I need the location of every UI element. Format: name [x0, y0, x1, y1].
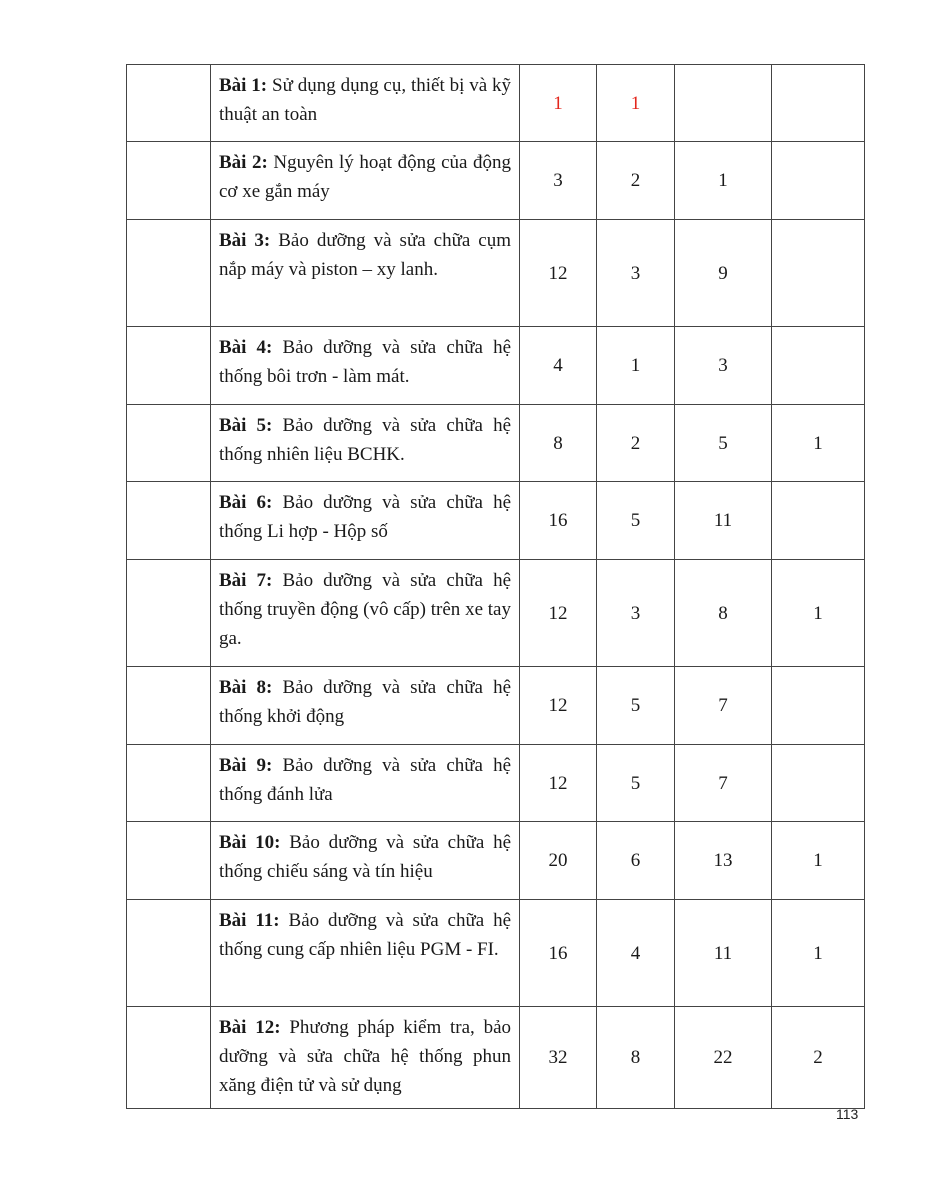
total-hours-cell: 12 [520, 667, 597, 745]
lesson-label: Bài 3: [219, 230, 271, 251]
table-row [127, 482, 865, 560]
stt-cell [127, 482, 211, 560]
total-hours-cell: 3 [520, 142, 597, 220]
lesson-label: Bài 4: [219, 337, 273, 358]
practice-hours-cell: 22 [675, 1007, 772, 1109]
total-hours-cell: 32 [520, 1007, 597, 1109]
lesson-name-cell [211, 405, 520, 482]
stt-cell [127, 327, 211, 405]
lesson-label: Bài 5: [219, 415, 273, 436]
exam-hours-cell: 1 [772, 560, 865, 667]
theory-hours-cell: 3 [597, 220, 675, 327]
lesson-label: Bài 1: [219, 75, 268, 96]
total-hours-cell: 20 [520, 822, 597, 900]
table-body [127, 65, 865, 1109]
table-row [127, 560, 865, 667]
table-row [127, 142, 865, 220]
practice-hours-cell: 7 [675, 667, 772, 745]
lesson-title: Bảo dưỡng và sửa chữa hệ thống truyền động (vô cấp) trên xe tay ga. [219, 570, 512, 649]
lesson-name-cell [211, 1007, 520, 1109]
lesson-title: Bảo dưỡng và sửa chữa cụm nắp máy và piston – xy lanh. [219, 230, 512, 280]
exam-hours-cell [772, 220, 865, 327]
total-hours-cell: 4 [520, 327, 597, 405]
theory-hours-cell: 2 [597, 142, 675, 220]
total-hours-cell: 12 [520, 745, 597, 822]
total-hours-cell: 16 [520, 482, 597, 560]
table-row [127, 65, 865, 142]
lesson-title: Sử dụng dụng cụ, thiết bị và kỹ thuật an toàn [219, 75, 512, 125]
stt-cell [127, 822, 211, 900]
lesson-label: Bài 9: [219, 755, 273, 776]
theory-hours-cell: 1 [597, 327, 675, 405]
practice-hours-cell: 11 [675, 900, 772, 1007]
lesson-label: Bài 12: [219, 1017, 281, 1038]
lesson-name-cell [211, 220, 520, 327]
table-row [127, 667, 865, 745]
practice-hours-cell: 7 [675, 745, 772, 822]
theory-hours-cell: 8 [597, 1007, 675, 1109]
practice-hours-cell: 5 [675, 405, 772, 482]
practice-hours-cell: 9 [675, 220, 772, 327]
theory-hours-cell: 5 [597, 745, 675, 822]
practice-hours-cell: 1 [675, 142, 772, 220]
exam-hours-cell: 1 [772, 405, 865, 482]
exam-hours-cell [772, 142, 865, 220]
practice-hours-cell: 13 [675, 822, 772, 900]
lesson-title: Phương pháp kiểm tra, bảo dưỡng và sửa chữa hệ thống phun xăng điện tử và sử dụng [219, 1017, 512, 1096]
table-row [127, 745, 865, 822]
table-row [127, 822, 865, 900]
table-row [127, 327, 865, 405]
theory-hours-cell: 2 [597, 405, 675, 482]
table-row [127, 405, 865, 482]
table-row [127, 220, 865, 327]
table-row [127, 900, 865, 1007]
lesson-name-cell [211, 327, 520, 405]
lesson-title: Bảo dưỡng và sửa chữa hệ thống đánh lửa [219, 755, 512, 805]
stt-cell [127, 560, 211, 667]
theory-hours-cell: 5 [597, 482, 675, 560]
stt-cell [127, 142, 211, 220]
total-hours-cell: 12 [520, 560, 597, 667]
practice-hours-cell: 8 [675, 560, 772, 667]
lesson-label: Bài 10: [219, 832, 281, 853]
stt-cell [127, 745, 211, 822]
exam-hours-cell [772, 667, 865, 745]
practice-hours-cell: 3 [675, 327, 772, 405]
lesson-title: Bảo dưỡng và sửa chữa hệ thống Li hợp - Hộp số [219, 492, 512, 542]
stt-cell [127, 220, 211, 327]
practice-hours-cell: 11 [675, 482, 772, 560]
lesson-label: Bài 6: [219, 492, 273, 513]
total-hours-cell: 16 [520, 900, 597, 1007]
stt-cell [127, 900, 211, 1007]
lesson-name-cell [211, 822, 520, 900]
lesson-name-cell [211, 482, 520, 560]
exam-hours-cell [772, 745, 865, 822]
exam-hours-cell: 2 [772, 1007, 865, 1109]
lesson-title: Nguyên lý hoạt động của động cơ xe gắn máy [219, 152, 512, 202]
theory-hours-cell: 3 [597, 560, 675, 667]
lesson-name-cell [211, 745, 520, 822]
lesson-title: Bảo dưỡng và sửa chữa hệ thống nhiên liệu BCHK. [219, 415, 512, 465]
stt-cell [127, 65, 211, 142]
lesson-label: Bài 7: [219, 570, 273, 591]
exam-hours-cell [772, 65, 865, 142]
page-number: 113 [836, 1106, 859, 1122]
exam-hours-cell [772, 327, 865, 405]
lesson-name-cell [211, 142, 520, 220]
lesson-name-cell [211, 65, 520, 142]
total-hours-cell: 12 [520, 220, 597, 327]
lesson-title: Bảo dưỡng và sửa chữa hệ thống cung cấp nhiên liệu PGM - FI. [219, 910, 512, 960]
stt-cell [127, 667, 211, 745]
lesson-name-cell [211, 900, 520, 1007]
curriculum-table [126, 64, 865, 1109]
stt-cell [127, 1007, 211, 1109]
theory-hours-cell: 5 [597, 667, 675, 745]
lesson-name-cell [211, 667, 520, 745]
total-hours-cell: 8 [520, 405, 597, 482]
exam-hours-cell: 1 [772, 822, 865, 900]
practice-hours-cell [675, 65, 772, 142]
theory-hours-cell: 6 [597, 822, 675, 900]
exam-hours-cell: 1 [772, 900, 865, 1007]
exam-hours-cell [772, 482, 865, 560]
lesson-label: Bài 2: [219, 152, 268, 173]
theory-hours-cell: 1 [597, 65, 675, 142]
lesson-name-cell [211, 560, 520, 667]
total-hours-cell: 1 [520, 65, 597, 142]
theory-hours-cell: 4 [597, 900, 675, 1007]
stt-cell [127, 405, 211, 482]
lesson-label: Bài 8: [219, 677, 273, 698]
lesson-label: Bài 11: [219, 910, 280, 931]
table-row [127, 1007, 865, 1109]
lesson-title: Bảo dưỡng và sửa chữa hệ thống bôi trơn - làm mát. [219, 337, 512, 387]
lesson-title: Bảo dưỡng và sửa chữa hệ thống chiếu sáng và tín hiệu [219, 832, 512, 882]
lesson-title: Bảo dưỡng và sửa chữa hệ thống khởi động [219, 677, 512, 727]
